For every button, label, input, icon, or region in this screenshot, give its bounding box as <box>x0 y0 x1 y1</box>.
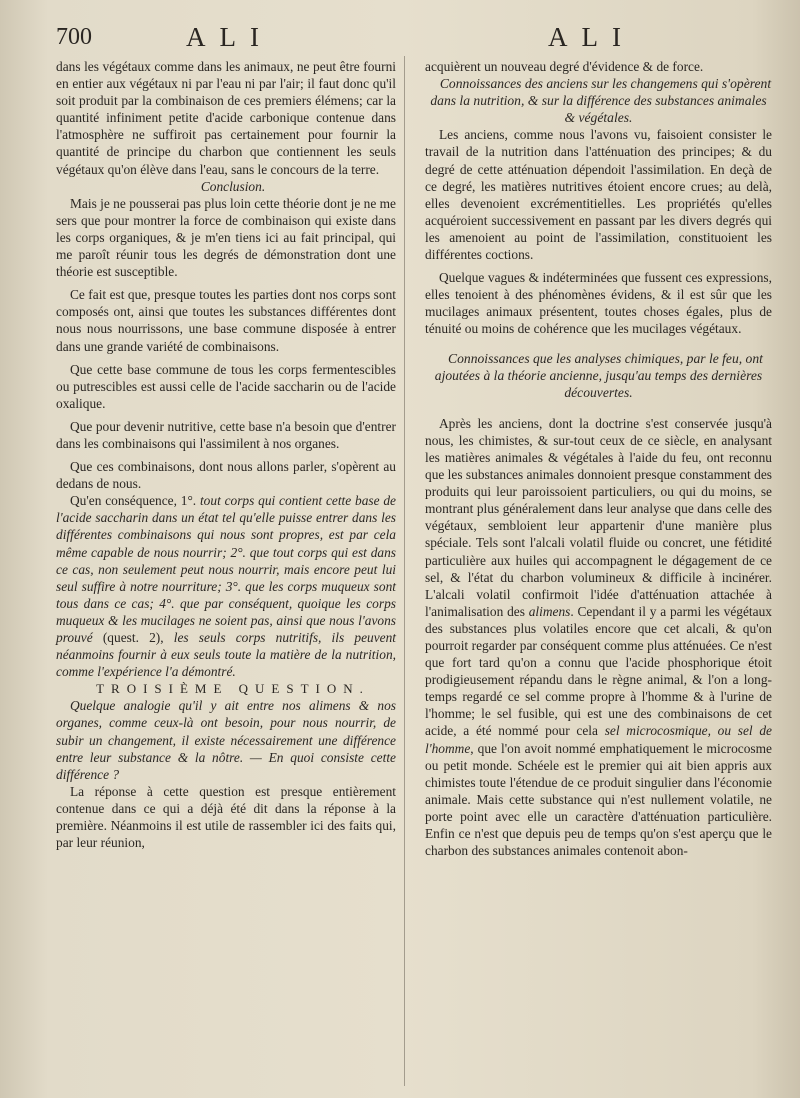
text-run: Qu'en conséquence, 1°. <box>70 493 200 509</box>
text-run: (quest. 2), <box>92 630 174 645</box>
running-head-right: ALI <box>548 22 635 52</box>
paragraph: La réponse à cette question est presque entièrement contenue dans ce qui a déjà été dit dans la réponse à la première. Néanmoins il est utile de rassembler ici des faits qui, par leur réunion, <box>56 783 396 851</box>
left-column <box>56 58 396 851</box>
paragraph: Que pour devenir nutritive, cette base n'a besoin que d'entrer dans les combinaisons qui l'assimilent à nos organes. <box>56 418 396 451</box>
column-divider <box>404 56 405 1086</box>
paragraph: Mais je ne pousserai pas plus loin cette théorie dont je ne me sers que pour montrer la force de combinaison qui existe dans les corps organiques, & je m'en tiens ici au fait principal, qui me paroît réunir tous les degrés de démonstration dont une théorie est susceptible. <box>56 195 396 280</box>
text-run: , que l'on avoit nommé emphatiquement le microcosme ou petit monde. Schéele est le premier qui ait bien appris aux chimistes toute l'étendue de ce produit singulier dans l'économie animale. Mais cette substance qui n'est nullement volatile, ne porte point avec elle un caractère d'atténuation particulière. Enfin ce n'est que depuis peu de temps qu'on s'est aperçu que le charbon des substances animales contenoit abon- <box>425 740 772 859</box>
italic-run: sel microcosmique, ou sel de l'homme <box>425 723 772 756</box>
paragraph: acquièrent un nouveau degré d'évidence & de force. <box>425 59 704 74</box>
italic-run: tout corps qui contient cette base de l'acide saccharin dans un état tel qu'elle puisse entrer dans les différentes combinaisons qui nous sont propres, est par cela même capable de nous nourrir; 2°. que tout corps qui est dans ce cas, non seulement peut nous nourrir, mais encore peut lui seul suffire à notre nourriture; 3°. que les corps muqueux sont tous dans ce cas; 4°. que par conséquent, quoique les corps muqueux & les mucilages ne soient pas, ainsi que nous l'avons prouvé <box>56 493 396 645</box>
section-heading-conclusion: Conclusion. <box>200 178 266 194</box>
text-run: Après les anciens, dont la doctrine s'est conservée jusqu'à nous, les chimistes, & sur-tout ceux de ce siècle, en analysant les matières animales & végétales à l'aide du feu, ont reconnu que les substances animales donnoient presque constamment des produits qui leur paroissoient particuliers, ou qui du moins, se montrant plus généralement dans leur analyse que dans celle des végétaux, sembloient leur appartenir d'une manière plus spéciale. Tels sont l'alcali volatil fluide ou concret, une fétidité particulière aux huiles qui accompagnent le dégagement de ce sel, & l'état du charbon volumineux & difficile à incinérer. L'alcali volatil confirmoit l'idée d'atténuation attachée à l'animalisation des <box>425 415 772 619</box>
section-heading-analyses: Connoissances que les analyses chimiques, par le feu, ont ajoutées à la théorie ancienne, jusqu'au temps des dernières découvertes. <box>434 350 763 400</box>
paragraph: Ce fait est que, presque toutes les parties dont nos corps sont composés ont, ainsi que toutes les substances différentes dont nous nous nourrissons, une base commune disposée à entrer dans une grande variété de combinaisons. <box>56 287 396 354</box>
paragraph <box>425 415 772 859</box>
page-number: 700 <box>56 24 92 50</box>
paragraph: Que cette base commune de tous les corps fermentescibles ou putrescibles est aussi celle de l'acide saccharin ou de l'acide oxalique. <box>56 361 396 411</box>
italic-run: les seuls corps nutritifs, ils peuvent néanmoins fournir à eux seuls toute la matière de la nutrition, comme l'expérience l'a démontré. <box>56 630 397 680</box>
question-title: TROISIÈME QUESTION. <box>96 681 370 697</box>
paragraph-conclusions <box>56 492 396 680</box>
text-run: . Cependant il y a parmi les végétaux des substances plus volatiles encore que cet alcali, & qu'on pourroit regarder par conséquent comme plus atténuées. Ce n'est que fort tard qu'on a connu que l'acide phosphorique étoit prodigieusement répandu dans le règne animal, & l'on a long-temps regardé ce sel comme propre à l'homme & à l'urine de l'homme; le sel fusible, qui est une des combinaisons de cet acide, a été nommé pour cela <box>425 603 772 739</box>
paragraph: Que ces combinaisons, dont nous allons parler, s'opèrent au dedans de nous. <box>56 459 396 492</box>
question-text: Quelque analogie qu'il y ait entre nos alimens & nos organes, comme ceux-là ont besoin, pour nous nourrir, de subir un changement, il existe nécessairement une différence entre leur substance & la nôtre. — En quoi consiste cette différence ? <box>56 698 396 782</box>
paragraph: dans les végétaux comme dans les animaux, ne peut être fourni en entier aux végétaux ni par l'eau ni par l'air; il faut donc qu'il soit produit par la combinaison de ces premiers élémens; car la quantité infiniment petite d'acide carbonique contenue dans l'atmosphère ne suffiroit pas certainement pour fournir la quantité de principe du charbon que contiennent les seuls végétaux qu'on élève dans l'eau, sans le concours de la terre. <box>56 59 396 177</box>
section-heading-anciens: Connoissances des anciens sur les changemens qui s'opèrent dans la nutrition, & sur la différence des substances animales & végétales. <box>430 76 772 126</box>
running-head-left: ALI <box>186 22 273 52</box>
right-column <box>425 58 772 859</box>
paragraph: Les anciens, comme nous l'avons vu, faisoient consister le travail de la nutrition dans l'atténuation des principes; & du degré de cette atténuation dépendoit l'assimilation. En deçà de ce degré, les matières nutritives étoient encore crues; au delà, elles devenoient excrémentitielles. Les propriétés qu'elles acquéroient successivement en passant par les divers degrés qui les amenoient au point de l'assimilation, constituoient les différentes coctions. <box>425 127 772 263</box>
italic-run: alimens <box>528 603 571 619</box>
paragraph: Quelque vagues & indéterminées que fussent ces expressions, elles tenoient à des phénomènes évidens, & il est sûr que les mucilages animaux présentent, toutes choses égales, plus de ténuité ou moins de cohérence que les mucilages végétaux. <box>425 270 772 337</box>
page-header <box>0 14 800 54</box>
